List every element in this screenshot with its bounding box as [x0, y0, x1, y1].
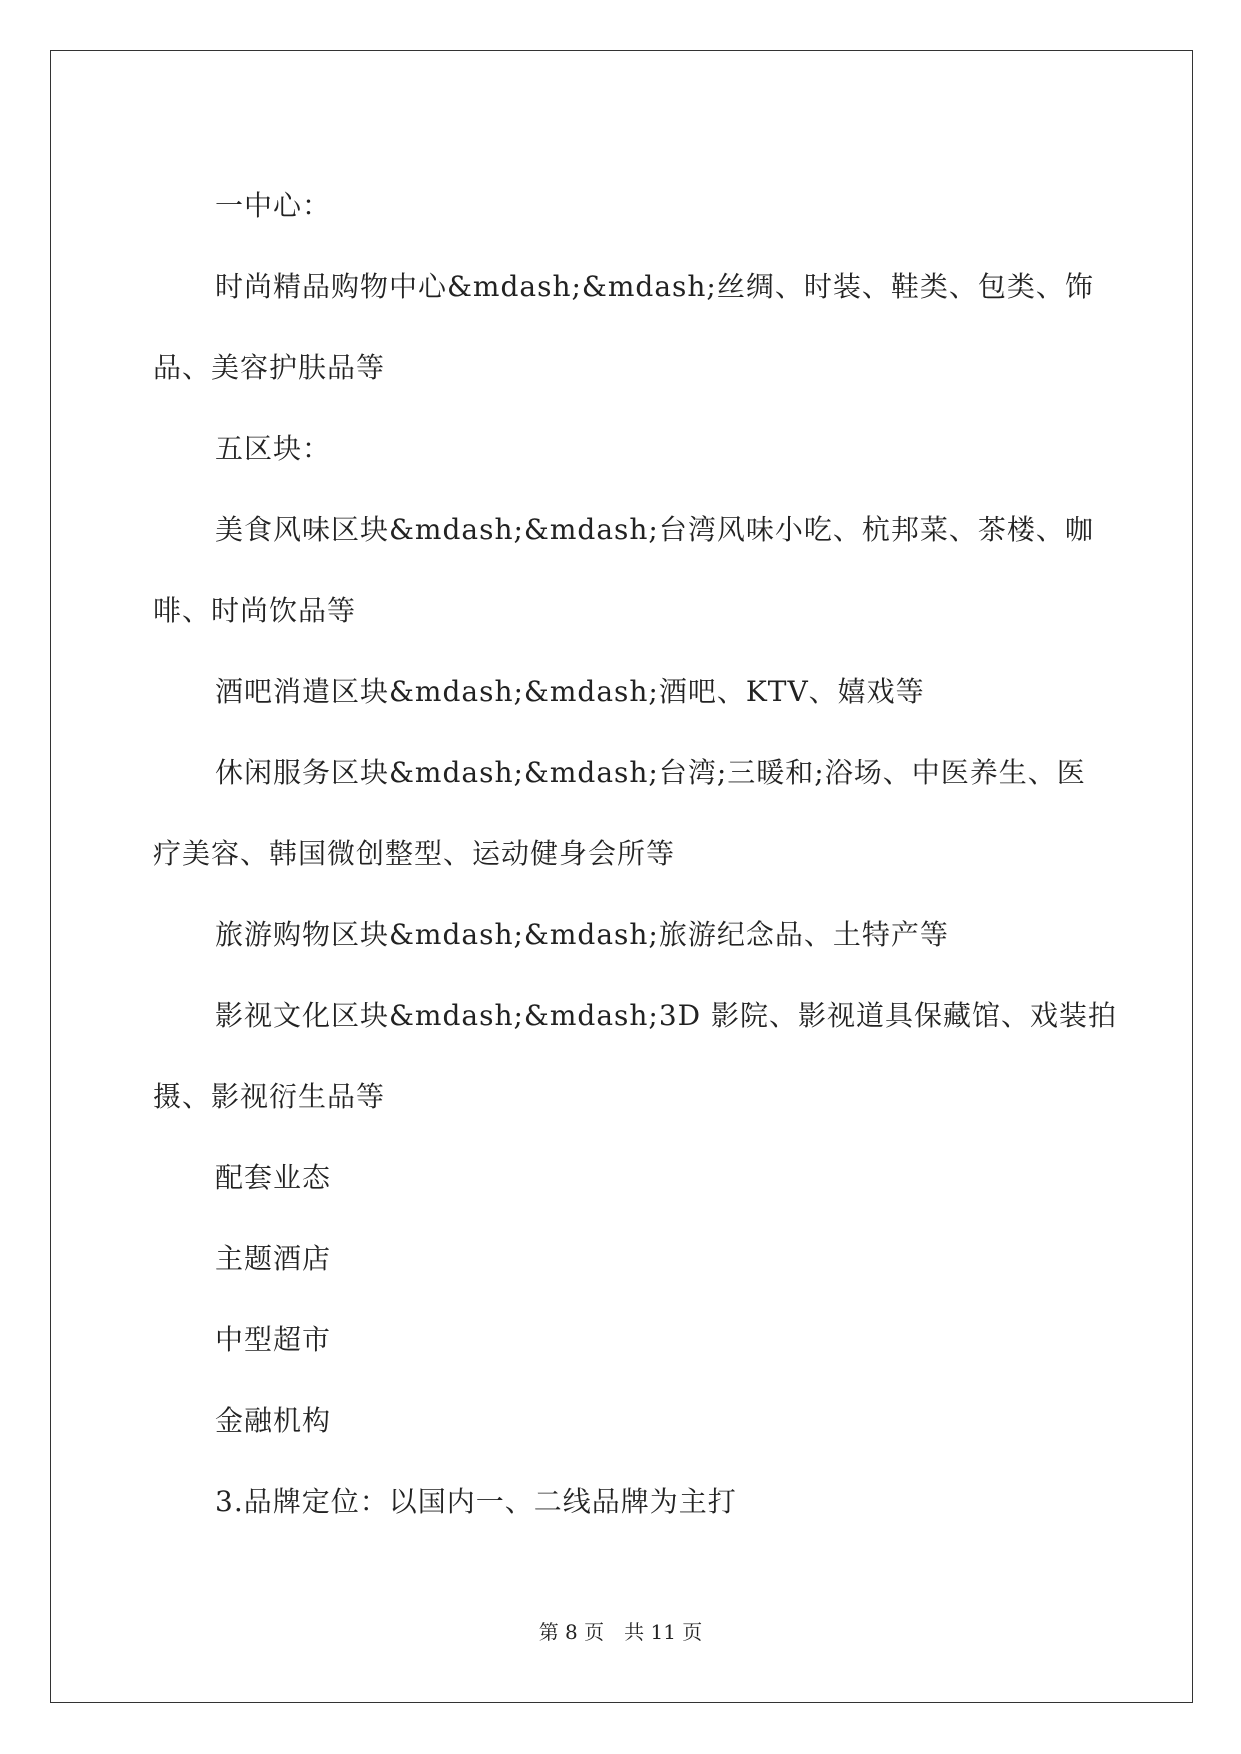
- paragraph: 摄、影视衍生品等: [153, 1080, 386, 1113]
- paragraph: 啡、时尚饮品等: [153, 594, 357, 627]
- paragraph: 休闲服务区块&mdash;&mdash;台湾;三暖和;浴场、中医养生、医: [215, 756, 1086, 789]
- paragraph: 主题酒店: [215, 1242, 332, 1275]
- paragraph: 疗美容、韩国微创整型、运动健身会所等: [153, 837, 676, 870]
- paragraph: 配套业态: [215, 1161, 332, 1194]
- paragraph: 3.品牌定位：以国内一、二线品牌为主打: [215, 1485, 737, 1518]
- paragraph: 一中心：: [215, 189, 332, 222]
- paragraph: 五区块：: [215, 432, 332, 465]
- paragraph: 影视文化区块&mdash;&mdash;3D 影院、影视道具保藏馆、戏装拍: [215, 999, 1118, 1032]
- paragraph: 品、美容护肤品等: [153, 351, 386, 384]
- paragraph: 时尚精品购物中心&mdash;&mdash;丝绸、时装、鞋类、包类、饰: [215, 270, 1094, 303]
- document-body: [153, 165, 1118, 1542]
- paragraph: 旅游购物区块&mdash;&mdash;旅游纪念品、土特产等: [215, 918, 949, 951]
- paragraph: 美食风味区块&mdash;&mdash;台湾风味小吃、杭邦菜、茶楼、咖: [215, 513, 1094, 546]
- paragraph: 酒吧消遣区块&mdash;&mdash;酒吧、KTV、嬉戏等: [215, 675, 925, 708]
- paragraph: 中型超市: [215, 1323, 332, 1356]
- paragraph: 金融机构: [215, 1404, 332, 1437]
- page-number-footer: 第 8 页 共 11 页: [538, 1620, 703, 1644]
